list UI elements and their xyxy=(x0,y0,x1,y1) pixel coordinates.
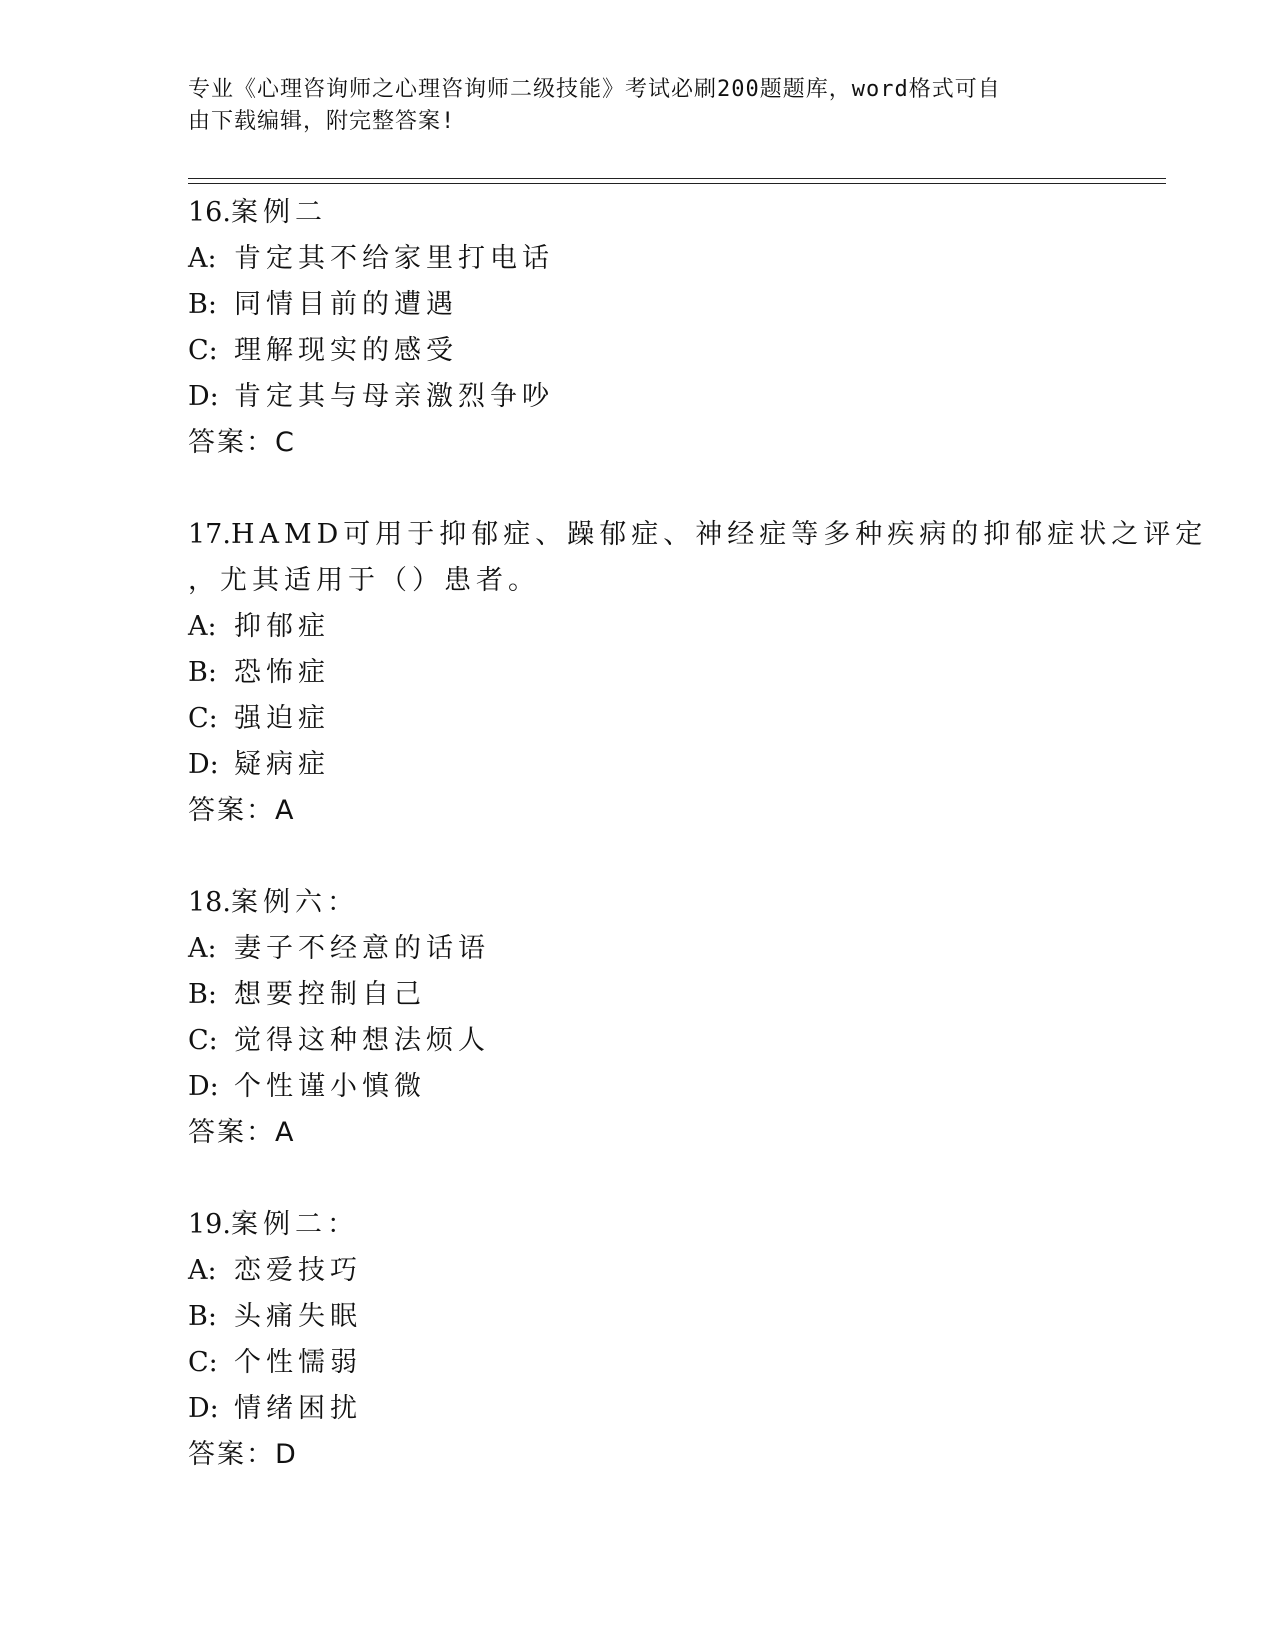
option-d xyxy=(188,1386,1148,1432)
question-17 xyxy=(188,512,1208,834)
option-a xyxy=(188,1248,1148,1294)
question-number: 19. xyxy=(188,1209,231,1240)
option-text: 疑病症 xyxy=(234,749,330,780)
option-label: D: xyxy=(188,1071,219,1102)
option-text: 情绪困扰 xyxy=(234,1393,362,1424)
option-text: 觉得这种想法烦人 xyxy=(234,1025,490,1056)
option-b xyxy=(188,282,1148,328)
question-text: 案例六： xyxy=(230,887,359,918)
option-b xyxy=(188,1294,1148,1340)
option-label: A: xyxy=(188,933,217,964)
option-c xyxy=(188,328,1148,374)
question-list xyxy=(188,190,1208,1524)
header-line-1: 专业《心理咨询师之心理咨询师二级技能》考试必刷200题题库，word格式可自 xyxy=(188,77,1001,102)
option-text: 恋爱技巧 xyxy=(234,1255,362,1286)
answer: 答案：D xyxy=(188,1439,298,1470)
option-text: 妻子不经意的话语 xyxy=(234,933,490,964)
option-d xyxy=(188,1064,1148,1110)
header-line-2: 由下载编辑，附完整答案! xyxy=(188,109,456,134)
answer: 答案：C xyxy=(188,427,296,458)
option-text: 抑郁症 xyxy=(234,611,330,642)
question-text-line-2: ，尤其适用于（）患者。 xyxy=(188,565,540,596)
option-a xyxy=(188,926,1148,972)
document-header xyxy=(188,74,1088,138)
question-stem xyxy=(188,190,1148,236)
option-text: 头痛失眠 xyxy=(234,1301,362,1332)
option-label: C: xyxy=(188,335,218,366)
option-label: B: xyxy=(188,979,217,1010)
option-label: A: xyxy=(188,243,217,274)
option-label: B: xyxy=(188,1301,217,1332)
option-label: D: xyxy=(188,749,219,780)
option-text: 强迫症 xyxy=(234,703,330,734)
option-b xyxy=(188,650,1148,696)
answer: 答案：A xyxy=(188,795,296,826)
question-text: 案例二 xyxy=(230,197,327,228)
option-a xyxy=(188,604,1148,650)
option-label: A: xyxy=(188,1255,217,1286)
option-c xyxy=(188,1018,1148,1064)
question-18 xyxy=(188,880,1148,1156)
option-c xyxy=(188,696,1148,742)
header-divider-bottom xyxy=(188,183,1166,184)
question-number: 16. xyxy=(188,197,231,228)
header-divider-top xyxy=(188,178,1166,179)
option-b xyxy=(188,972,1148,1018)
option-label: D: xyxy=(188,381,219,412)
option-c xyxy=(188,1340,1148,1386)
option-a xyxy=(188,236,1148,282)
question-text-line-1: HAMD可用于抑郁症、躁郁症、神经症等多种疾病的抑郁症状之评定 xyxy=(230,519,1208,550)
option-text: 肯定其与母亲激烈争吵 xyxy=(234,381,554,412)
option-label: A: xyxy=(188,611,217,642)
option-text: 同情目前的遭遇 xyxy=(234,289,458,320)
option-label: B: xyxy=(188,289,217,320)
question-16 xyxy=(188,190,1148,466)
option-text: 个性懦弱 xyxy=(234,1347,362,1378)
option-text: 恐怖症 xyxy=(234,657,330,688)
question-stem xyxy=(188,1202,1148,1248)
option-text: 个性谨小慎微 xyxy=(234,1071,426,1102)
question-stem xyxy=(188,880,1148,926)
option-label: C: xyxy=(188,1347,218,1378)
option-label: D: xyxy=(188,1393,219,1424)
option-label: B: xyxy=(188,657,217,688)
option-text: 想要控制自己 xyxy=(234,979,426,1010)
question-number: 18. xyxy=(188,887,231,918)
option-d xyxy=(188,742,1148,788)
question-19 xyxy=(188,1202,1148,1478)
option-d xyxy=(188,374,1148,420)
option-label: C: xyxy=(188,703,218,734)
option-text: 理解现实的感受 xyxy=(234,335,458,366)
option-label: C: xyxy=(188,1025,218,1056)
question-text: 案例二： xyxy=(230,1209,359,1240)
question-number: 17. xyxy=(188,519,231,550)
answer: 答案：A xyxy=(188,1117,296,1148)
option-text: 肯定其不给家里打电话 xyxy=(234,243,554,274)
question-stem xyxy=(188,512,1208,558)
